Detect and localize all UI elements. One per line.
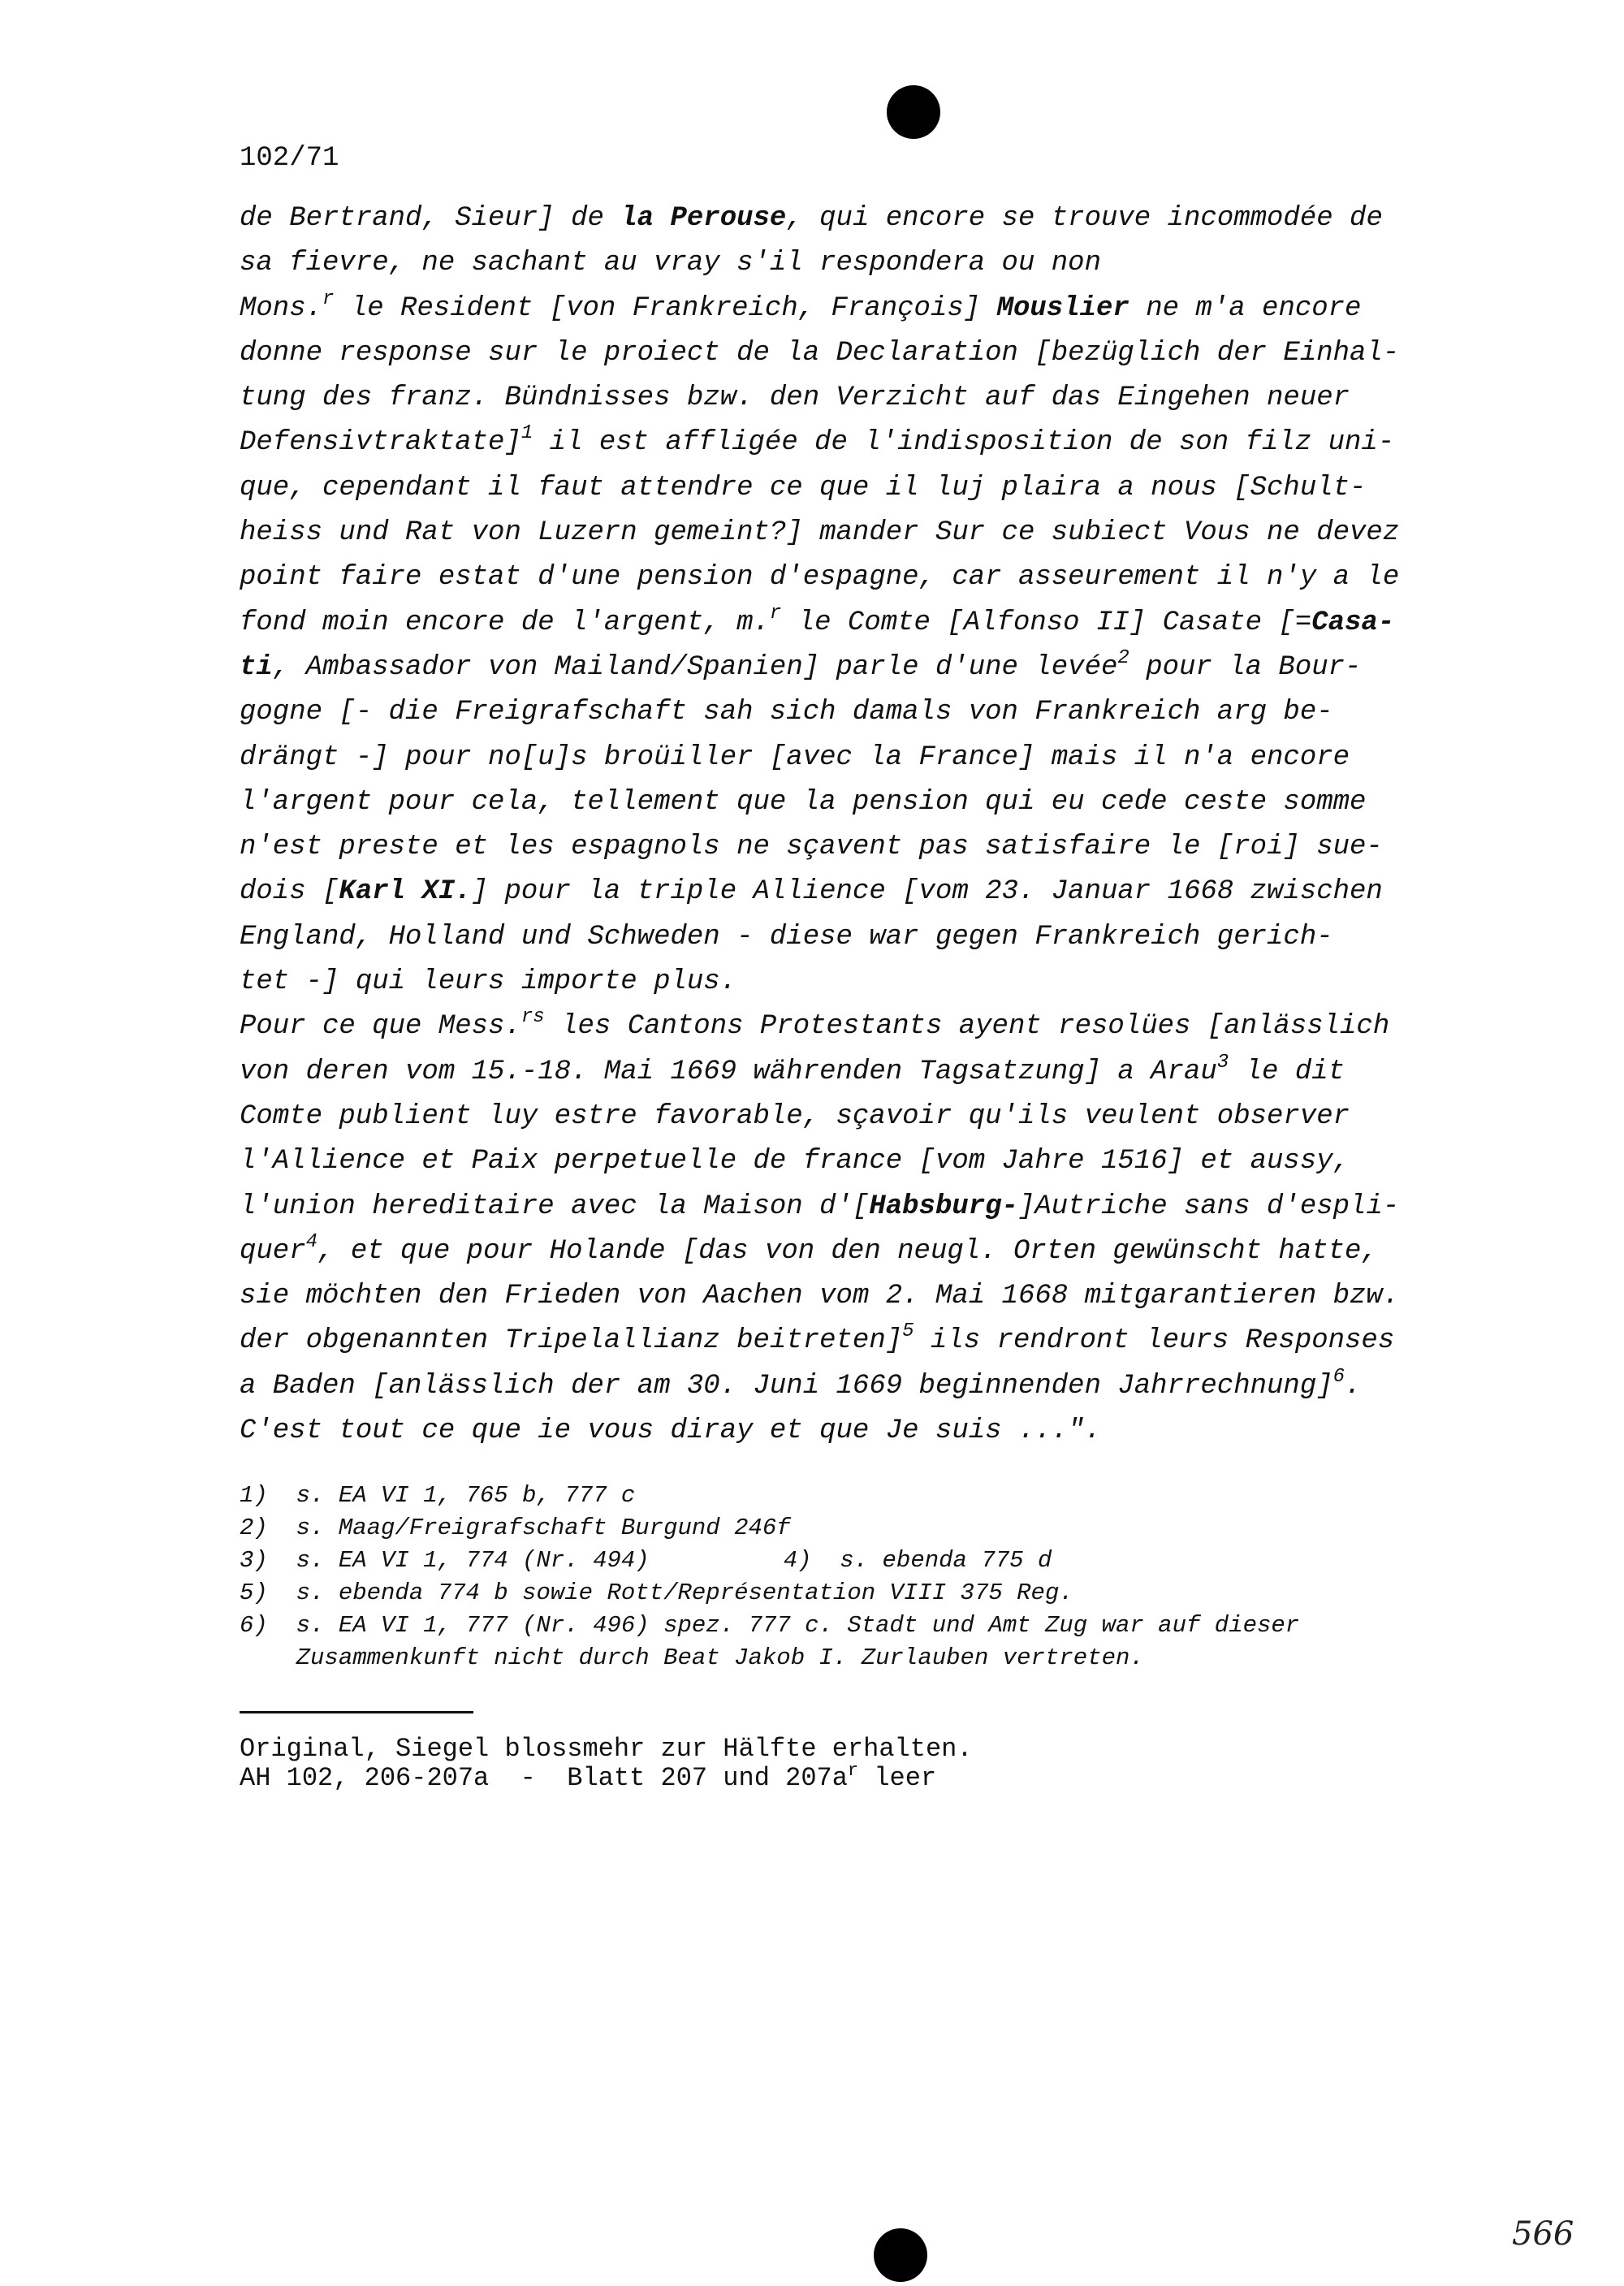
punch-hole-top [887, 85, 940, 139]
body-line: von deren vom 15.-18. Mai 1669 währenden Tagsatzung] a Arau$^3$ le dit [240, 1051, 1345, 1087]
footnote-ref: 1 [520, 422, 533, 445]
footnote: 1) s. EA VI 1, 765 b, 777 c [240, 1482, 636, 1509]
superscript: rs [520, 1006, 545, 1029]
separator-rule [240, 1711, 473, 1713]
source-line: AH 102, 206-207a - Blatt 207 und $207a^r$ leer [240, 1761, 937, 1793]
body-line: England, Holland und Schweden - diese war gegen Frankreich gerich- [240, 921, 1333, 953]
body-line: sa fievre, ne sachant au vray s'il respondera ou non [240, 248, 1101, 279]
footnote: 3) s. EA VI 1, 774 (Nr. 494) [240, 1547, 650, 1574]
body-line: que, cependant il faut attendre ce que il luj plaira a nous [Schult- [240, 472, 1367, 503]
body-line: quer$^4$, et que pour Holande [das von den neugl. Orten gewünscht hatte, [240, 1230, 1378, 1267]
footnote-ref: 6 [1332, 1365, 1345, 1388]
body-line: n'est preste et les espagnols ne sçavent pas satisfaire le [roi] sue- [240, 832, 1383, 863]
body-line: Mons.$^r$ le Resident [von Frankreich, François] Mouslier ne m'a encore [240, 287, 1362, 324]
footnote: 6) s. EA VI 1, 777 (Nr. 496) spez. 777 c. Stadt und Amt Zug war auf dieser [240, 1612, 1300, 1639]
footnote-ref: 5 [902, 1320, 914, 1343]
superscript: r [847, 1761, 859, 1781]
body-line: Pour ce que Mess.$^{rs}$ les Cantons Protestants ayent resolües [anlässlich [240, 1006, 1390, 1043]
footnote-ref: 2 [1117, 646, 1129, 669]
superscript: r [769, 602, 782, 624]
footnote-ref: 4 [305, 1230, 318, 1253]
page-number: 102/71 [240, 143, 339, 174]
punch-hole-bottom [874, 2228, 927, 2282]
body-line: donne response sur le proiect de la Declaration [bezüglich der Einhal- [240, 337, 1400, 369]
body-line: Defensivtraktate]$^1$ il est affligée de l'indisposition de son filz uni- [240, 422, 1395, 459]
body-line: sie möchten den Frieden von Aachen vom 2. Mai 1668 mitgarantieren bzw. [240, 1281, 1400, 1312]
body-line: de Bertrand, Sieur] de la Perouse, qui encore se trouve incommodée de [240, 203, 1383, 234]
footnote: 2) s. Maag/Freigrafschaft Burgund 246f [240, 1515, 791, 1541]
body-line: l'union hereditaire avec la Maison d'[Habsburg-]Autriche sans d'espli- [240, 1191, 1400, 1222]
footnotes [240, 1480, 1506, 1675]
body-line: fond moin encore de l'argent, m.$^r$ le Comte [Alfonso II] Casate [=Casa- [240, 602, 1395, 638]
footnote: 4) s. ebenda 775 d [783, 1547, 1052, 1574]
body-line: dois [Karl XI.] pour la triple Allience [vom 23. Januar 1668 zwischen [240, 876, 1383, 908]
superscript: r [322, 287, 335, 310]
body-line: l'Allience et Paix perpetuelle de france [vom Jahre 1516] et aussy, [240, 1146, 1350, 1178]
source-note [240, 1735, 1458, 1793]
body-line: C'est tout ce que ie vous diray et que Je suis ...". [240, 1415, 1101, 1447]
footnote: 5) s. ebenda 774 b sowie Rott/Représentation VIII 375 Reg. [240, 1579, 1073, 1606]
body-line: point faire estat d'une pension d'espagne, car asseurement il n'y a le [240, 562, 1400, 594]
source-line: Original, Siegel blossmehr zur Hälfte erhalten. [240, 1734, 973, 1764]
footnote-continuation: Zusammenkunft nicht durch Beat Jakob I. Zurlauben vertreten. [240, 1644, 1144, 1671]
body-line: l'argent pour cela, tellement que la pension qui eu cede ceste somme [240, 786, 1367, 818]
letter-body [240, 197, 1490, 1454]
body-line: drängt -] pour no[u]s broüiller [avec la France] mais il n'a encore [240, 741, 1350, 773]
body-line: ti, Ambassador von Mailand/Spanien] parle d'une levée$^2$ pour la Bour- [240, 646, 1362, 683]
handwritten-folio-number: 566 [1512, 2215, 1574, 2253]
footnote-ref: 3 [1216, 1051, 1229, 1074]
body-line: tet -] qui leurs importe plus. [240, 966, 737, 998]
body-line: gogne [- die Freigrafschaft sah sich damals von Frankreich arg be- [240, 697, 1333, 728]
body-line: heiss und Rat von Luzern gemeint?] mander Sur ce subiect Vous ne devez [240, 517, 1400, 549]
body-line: der obgenannten Tripelallianz beitreten]$^5$ ils rendront leurs Responses [240, 1320, 1395, 1357]
body-line: Comte publient luy estre favorable, sçavoir qu'ils veulent observer [240, 1100, 1350, 1132]
body-line: a Baden [anlässlich der am 30. Juni 1669 beginnenden Jahrrechnung]$^6$. [240, 1365, 1362, 1402]
footnote-row [240, 1545, 1506, 1577]
body-line: tung des franz. Bündnisses bzw. den Verzicht auf das Eingehen neuer [240, 382, 1350, 414]
